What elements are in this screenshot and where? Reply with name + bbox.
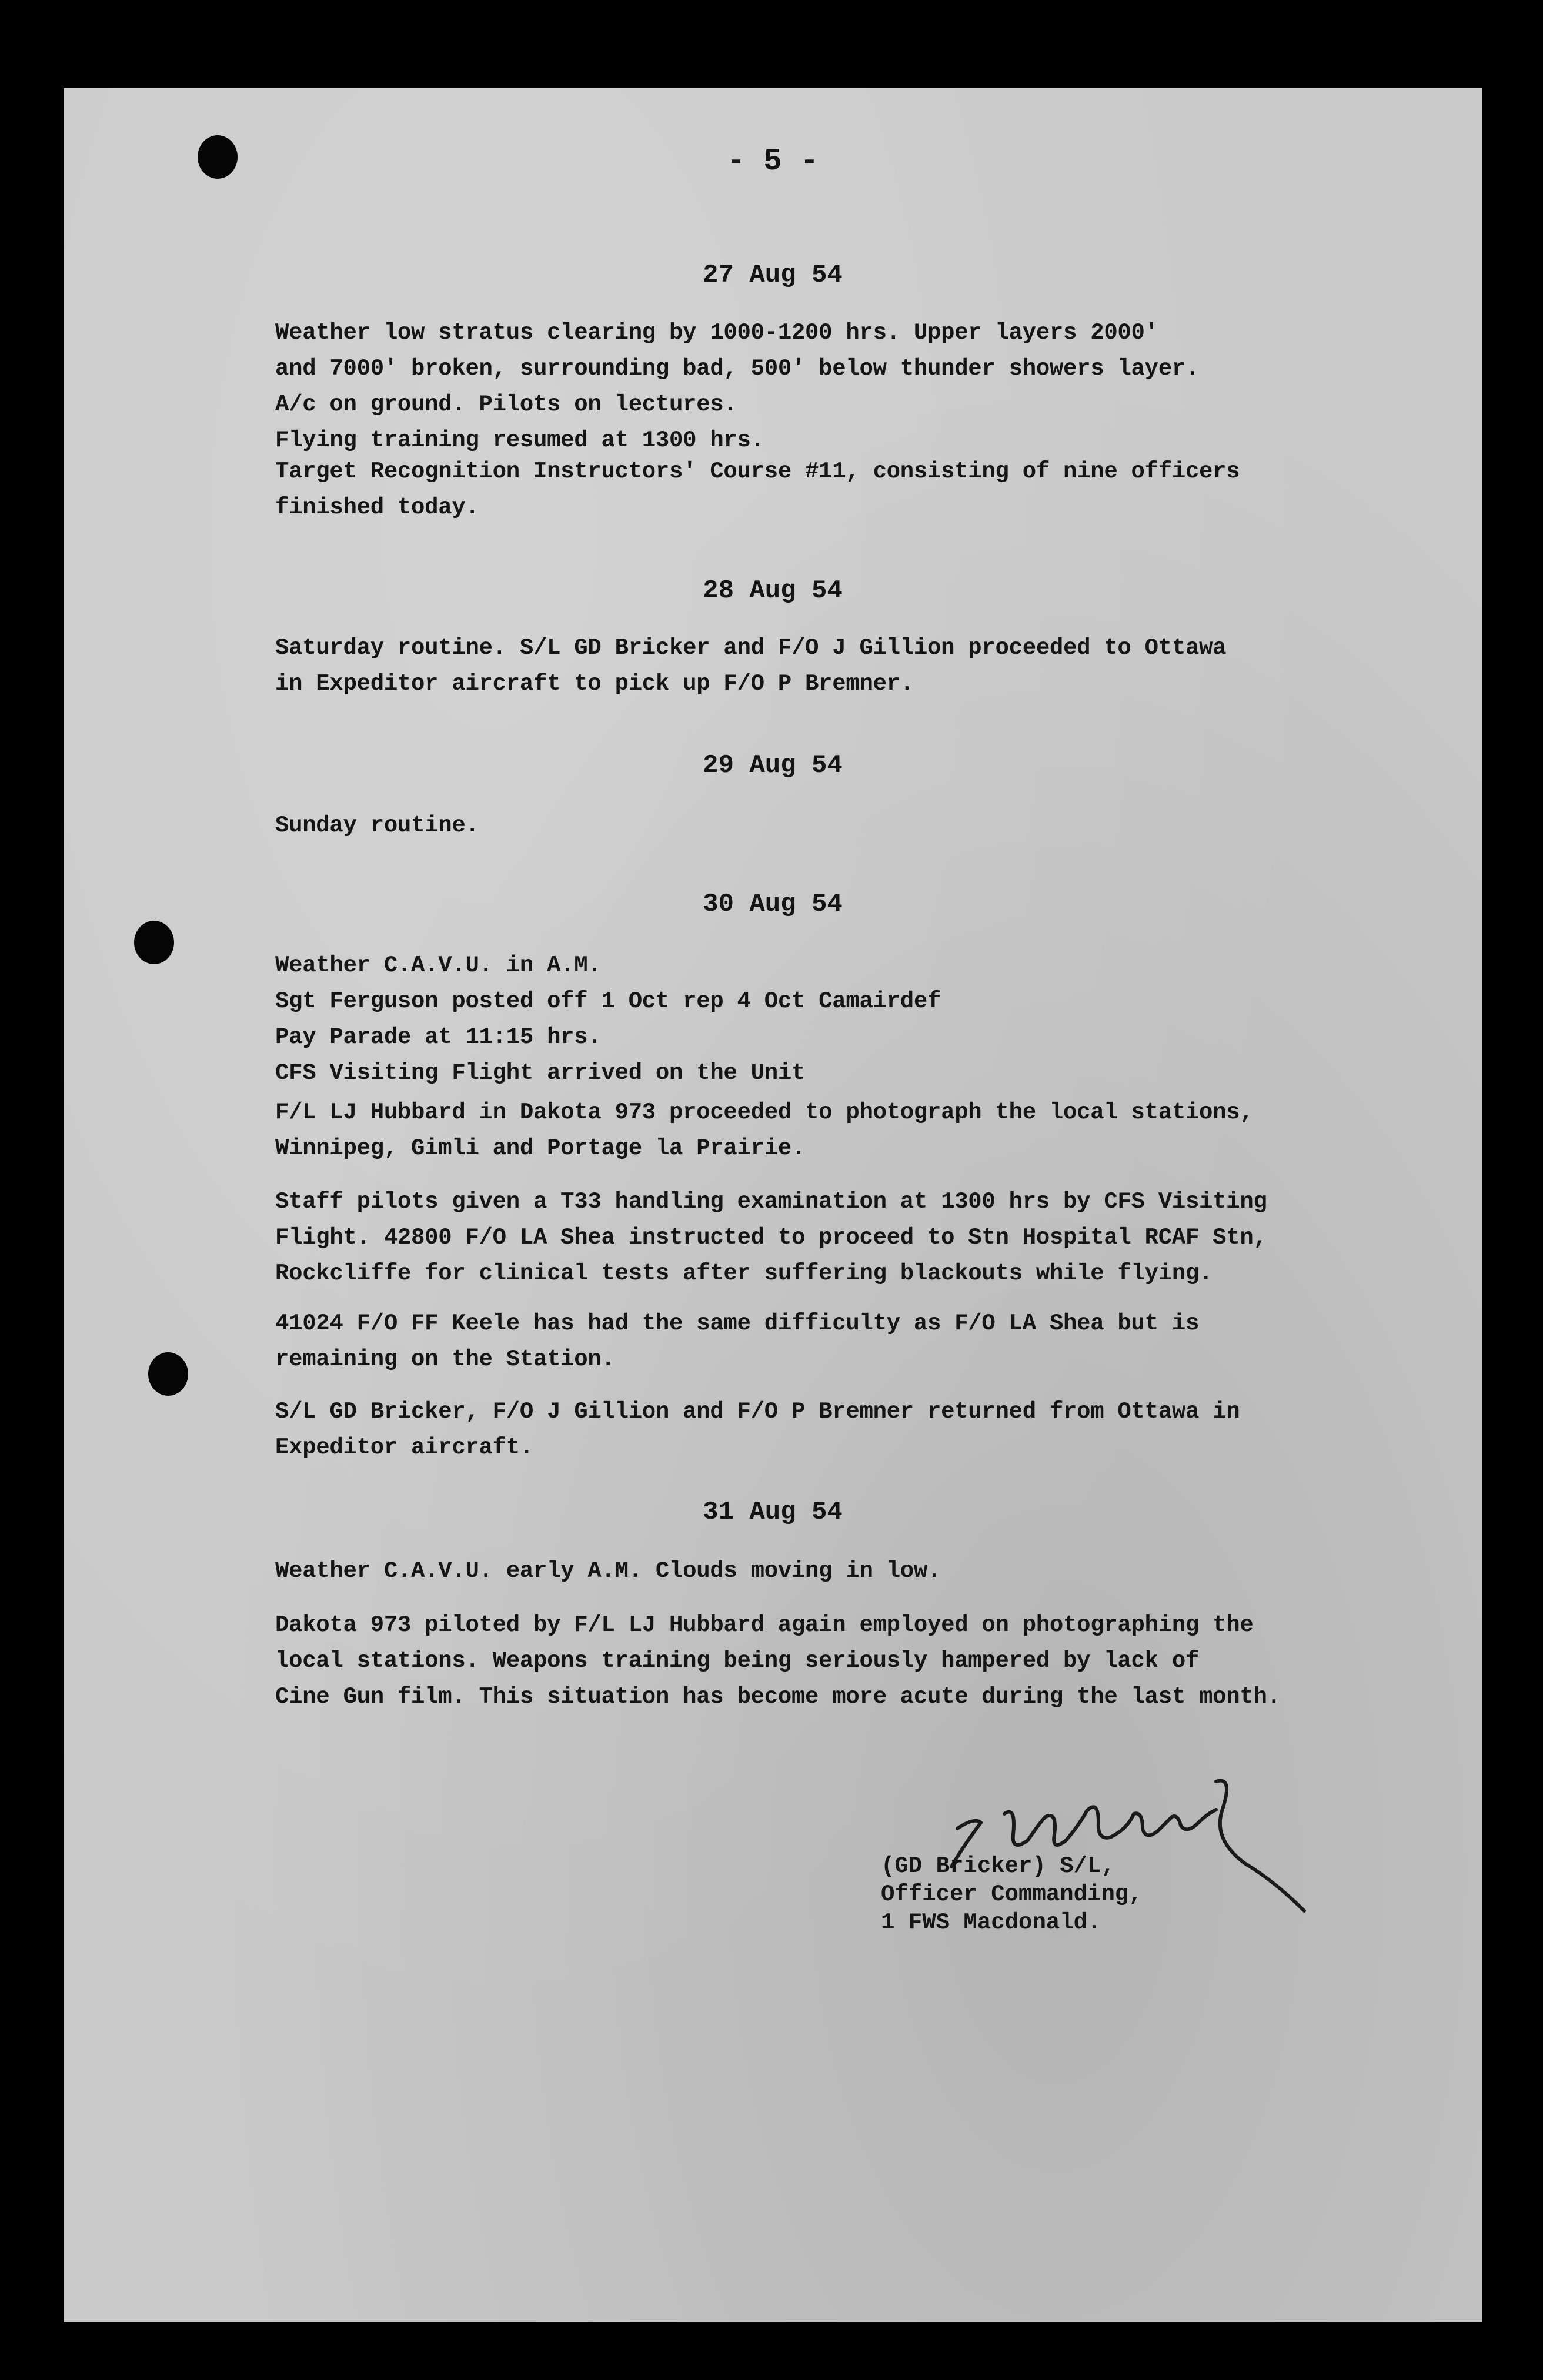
text-line: Saturday routine. S/L GD Bricker and F/O J Gillion proceeded to Ottawa [275,635,1227,661]
text-line: local stations. Weapons training being seriously hampered by lack of [275,1648,1200,1674]
signatory-name: (GD Bricker) S/L, [881,1853,1115,1879]
entry-29-aug-paragraph-1 [275,808,479,844]
text-line: Weather low stratus clearing by 1000-1200 hrs. Upper layers 2000' [275,320,1158,346]
entry-30-aug-paragraph-1 [275,948,941,1091]
text-line: A/c on ground. Pilots on lectures. [275,392,737,417]
text-line: Staff pilots given a T33 handling examination at 1300 hrs by CFS Visiting [275,1189,1267,1215]
text-line: in Expeditor aircraft to pick up F/O P Bremner. [275,671,914,697]
text-line: Dakota 973 piloted by F/L LJ Hubbard again employed on photographing the [275,1612,1254,1638]
text-line: Winnipeg, Gimli and Portage la Prairie. [275,1135,806,1161]
entry-31-aug-paragraph-2 [275,1607,1281,1715]
entry-27-aug-paragraph-1 [275,315,1199,459]
entry-30-aug-paragraph-5 [275,1394,1240,1466]
text-line: Rockcliffe for clinical tests after suffering blackouts while flying. [275,1261,1213,1286]
entry-date-27-aug: 27 Aug 54 [703,260,843,290]
text-line: Sgt Ferguson posted off 1 Oct rep 4 Oct Camairdef [275,988,941,1014]
text-line: Weather C.A.V.U. early A.M. Clouds moving in low. [275,1558,941,1584]
text-line: Target Recognition Instructors' Course #11, consisting of nine officers [275,459,1240,484]
text-line: Sunday routine. [275,813,479,838]
text-line: 41024 F/O FF Keele has had the same difficulty as F/O LA Shea but is [275,1311,1200,1336]
entry-30-aug-paragraph-3 [275,1184,1267,1292]
text-line: finished today. [275,494,479,520]
text-line: Weather C.A.V.U. in A.M. [275,952,602,978]
text-line: S/L GD Bricker, F/O J Gillion and F/O P Bremner returned from Ottawa in [275,1399,1240,1425]
entry-30-aug-paragraph-2 [275,1095,1253,1166]
punch-hole [148,1352,188,1396]
entry-28-aug-paragraph-1 [275,630,1226,702]
text-line: Pay Parade at 11:15 hrs. [275,1024,602,1050]
entry-31-aug-paragraph-1 [275,1553,941,1589]
signature-block [881,1852,1143,1937]
text-line: remaining on the Station. [275,1346,615,1372]
text-line: Expeditor aircraft. [275,1435,533,1460]
signatory-unit: 1 FWS Macdonald. [881,1910,1101,1936]
text-line: Cine Gun film. This situation has become more acute during the last month. [275,1684,1281,1710]
text-line: and 7000' broken, surrounding bad, 500' below thunder showers layer. [275,356,1200,382]
text-line: F/L LJ Hubbard in Dakota 973 proceeded to photograph the local stations, [275,1099,1254,1125]
entry-date-28-aug: 28 Aug 54 [703,576,843,606]
text-line: Flying training resumed at 1300 hrs. [275,427,764,453]
text-line: CFS Visiting Flight arrived on the Unit [275,1060,806,1086]
entry-date-29-aug: 29 Aug 54 [703,751,843,780]
signatory-title: Officer Commanding, [881,1881,1143,1907]
entry-30-aug-paragraph-4 [275,1306,1199,1378]
entry-date-31-aug: 31 Aug 54 [703,1497,843,1527]
text-line: Flight. 42800 F/O LA Shea instructed to proceed to Stn Hospital RCAF Stn, [275,1225,1267,1251]
entry-date-30-aug: 30 Aug 54 [703,890,843,919]
document-page [64,88,1482,2322]
punch-hole [134,921,174,964]
page-number: - 5 - [726,144,819,179]
entry-27-aug-paragraph-2 [275,454,1240,526]
